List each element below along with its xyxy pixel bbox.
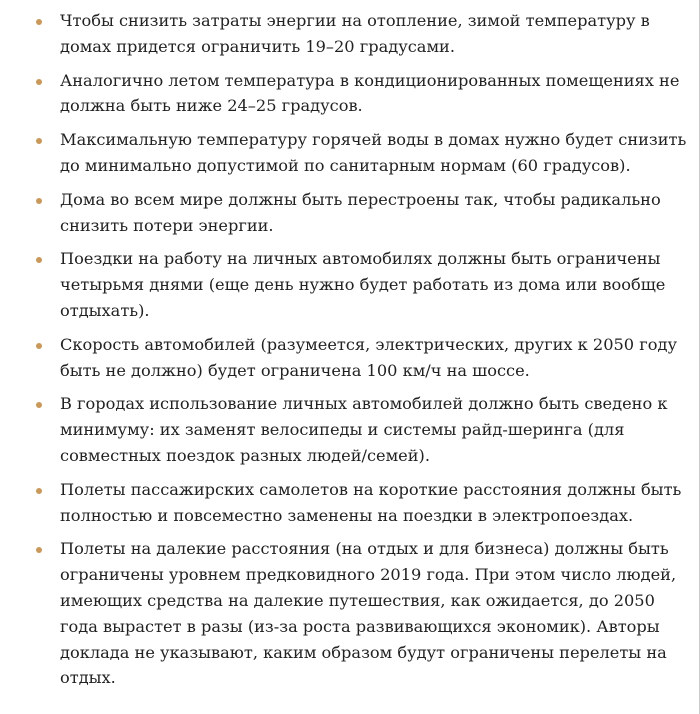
- list-item-text: Максимальную температуру горячей воды в домах нужно будет снизить до минимально допустимой по санитарным нормам (60 градусов).: [60, 130, 687, 175]
- list-item-text: Поездки на работу на личных автомобилях должны быть ограничены четырьмя днями (еще день нужно будет работать из дома или вообще отдыхать).: [60, 249, 666, 320]
- list-item-text: Скорость автомобилей (разумеется, электрических, других к 2050 году быть не должно) будет ограничена 100 км/ч на шоссе.: [60, 334, 677, 380]
- list-item: [0, 391, 690, 468]
- list-item: [0, 332, 690, 384]
- list-item: [0, 68, 690, 120]
- bullet-dot-icon: [36, 547, 42, 553]
- bullet-dot-icon: [36, 79, 42, 85]
- list-item: [0, 187, 690, 239]
- list-item: [0, 127, 690, 179]
- bullet-dot-icon: [36, 488, 42, 494]
- bullet-dot-icon: [36, 19, 42, 25]
- list-item: [0, 8, 690, 60]
- list-item-text: Дома во всем мире должны быть перестроены так, чтобы радикально снизить потери энергии.: [60, 189, 661, 235]
- list-item-text: Чтобы снизить затраты энергии на отопление, зимой температуру в домах придется ограничить 19–20 градусами.: [60, 11, 650, 56]
- list-item-text: Полеты на далекие расстояния (на отдых и для бизнеса) должны быть ограничены уровнем предковидного 2019 года. При этом число людей, имеющих средства на далекие путешествия, как ожидается, до 2050 года вырастет в разы (из-за роста развивающихся экономик). Авторы доклада не указывают, каким образом будут ограничены перелеты на отдых.: [60, 539, 677, 688]
- bullet-dot-icon: [36, 198, 42, 204]
- list-item-text: Полеты пассажирских самолетов на короткие расстояния должны быть полностью и повсеместно заменены на поездки в электропоездах.: [60, 479, 682, 525]
- bullet-list: [0, 8, 690, 699]
- bullet-dot-icon: [36, 138, 42, 144]
- list-item: [0, 477, 690, 529]
- list-item: [0, 246, 690, 323]
- bullet-dot-icon: [36, 343, 42, 349]
- list-item: [0, 536, 690, 691]
- list-item-text: Аналогично летом температура в кондиционированных помещениях не должна быть ниже 24–25 градусов.: [60, 70, 680, 116]
- bullet-dot-icon: [36, 257, 42, 263]
- list-item-text: В городах использование личных автомобилей должно быть сведено к минимуму: их заменят велосипеды и системы райд-шеринга (для совместных поездок разных людей/семей).: [60, 394, 668, 465]
- bullet-dot-icon: [36, 402, 42, 408]
